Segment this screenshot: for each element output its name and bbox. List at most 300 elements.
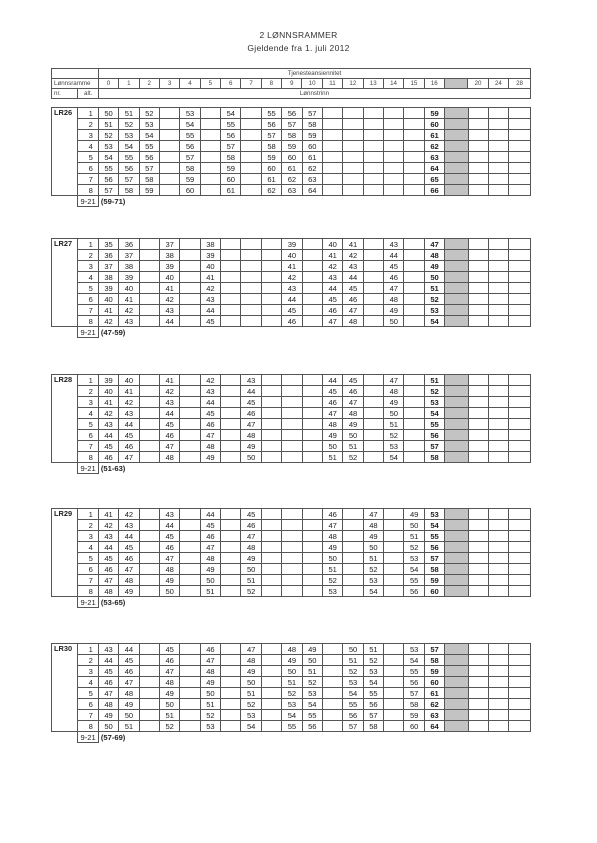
- salary-step-cell: 44: [200, 509, 220, 520]
- salary-step-cell: [282, 397, 302, 408]
- empty-cell: [489, 688, 509, 699]
- salary-step-cell: 47: [200, 430, 220, 441]
- salary-step-cell: [384, 119, 404, 130]
- salary-step-cell: [404, 430, 424, 441]
- salary-step-cell: [200, 141, 220, 152]
- salary-step-cell: 38: [159, 250, 179, 261]
- salary-step-cell: 51: [384, 419, 404, 430]
- salary-step-cell: [343, 163, 363, 174]
- empty-cell: [468, 375, 488, 386]
- salary-step-cell: [261, 542, 281, 553]
- range-row: [52, 196, 531, 207]
- salary-step-cell: 41: [159, 375, 179, 386]
- salary-step-cell: 50: [159, 699, 179, 710]
- table-row: [52, 305, 531, 316]
- salary-step-cell: 57: [221, 141, 241, 152]
- alt-number: 3: [78, 666, 98, 677]
- year-header: 10: [302, 79, 322, 89]
- salary-step-cell: [159, 185, 179, 196]
- shaded-cell: [445, 531, 468, 542]
- salary-step-cell: [261, 531, 281, 542]
- empty-cell: [509, 575, 531, 586]
- salary-step-cell: [302, 250, 322, 261]
- salary-step-cell: 48: [200, 666, 220, 677]
- salary-step-cell: 51: [424, 283, 444, 294]
- salary-step-cell: [404, 397, 424, 408]
- shaded-cell: [445, 250, 468, 261]
- salary-step-cell: 45: [343, 375, 363, 386]
- alt-number: 8: [78, 586, 98, 597]
- salary-step-cell: 57: [282, 119, 302, 130]
- salary-step-cell: [384, 185, 404, 196]
- empty-cell: [468, 666, 488, 677]
- salary-step-cell: [302, 531, 322, 542]
- salary-step-cell: 54: [302, 699, 322, 710]
- salary-step-cell: [139, 419, 159, 430]
- empty-cell: [509, 305, 531, 316]
- shaded-cell: [445, 452, 468, 463]
- salary-step-cell: 60: [424, 586, 444, 597]
- salary-step-cell: 50: [159, 586, 179, 597]
- salary-step-cell: [282, 375, 302, 386]
- frame-id: [52, 710, 78, 721]
- empty-cell: [509, 655, 531, 666]
- salary-step-cell: 43: [119, 316, 139, 327]
- empty-cell: [509, 688, 531, 699]
- salary-step-cell: [302, 397, 322, 408]
- table-row: [52, 185, 531, 196]
- salary-step-cell: 54: [139, 130, 159, 141]
- salary-step-cell: 55: [282, 721, 302, 732]
- year-header: 5: [200, 79, 220, 89]
- salary-step-cell: [404, 152, 424, 163]
- salary-step-cell: [322, 688, 342, 699]
- salary-step-cell: [261, 666, 281, 677]
- range-blank: [52, 196, 78, 207]
- empty-cell: [489, 119, 509, 130]
- empty-cell: [468, 520, 488, 531]
- table-row: [52, 586, 531, 597]
- salary-step-cell: 58: [119, 185, 139, 196]
- header-table: [51, 68, 531, 99]
- seniority-label: Tjenesteansiennitet: [98, 69, 530, 79]
- salary-step-cell: 48: [159, 677, 179, 688]
- salary-step-cell: [159, 130, 179, 141]
- shaded-cell: [445, 644, 468, 655]
- table-row: [52, 452, 531, 463]
- empty-cell: [468, 644, 488, 655]
- salary-step-cell: [221, 386, 241, 397]
- salary-step-cell: [221, 316, 241, 327]
- salary-step-cell: [363, 283, 383, 294]
- empty-cell: [509, 666, 531, 677]
- salary-step-cell: 47: [98, 688, 118, 699]
- salary-step-cell: 52: [363, 655, 383, 666]
- salary-step-cell: [261, 520, 281, 531]
- salary-step-cell: 42: [282, 272, 302, 283]
- salary-step-cell: [384, 655, 404, 666]
- salary-step-cell: 53: [98, 141, 118, 152]
- table-row: [52, 294, 531, 305]
- salary-step-cell: [241, 294, 261, 305]
- salary-step-cell: 48: [282, 644, 302, 655]
- salary-step-cell: 44: [241, 386, 261, 397]
- salary-step-cell: [363, 397, 383, 408]
- table-row: [52, 553, 531, 564]
- salary-step-cell: [180, 239, 200, 250]
- salary-step-cell: 65: [424, 174, 444, 185]
- salary-step-cell: [139, 710, 159, 721]
- empty-cell: [509, 509, 531, 520]
- salary-step-cell: 37: [98, 261, 118, 272]
- salary-step-cell: 40: [282, 250, 302, 261]
- salary-step-cell: 51: [241, 575, 261, 586]
- salary-step-cell: 54: [363, 677, 383, 688]
- salary-step-cell: [261, 452, 281, 463]
- frame-table-lr26: [51, 107, 531, 207]
- salary-step-cell: [282, 430, 302, 441]
- shaded-cell: [445, 721, 468, 732]
- table-row: [52, 644, 531, 655]
- salary-step-cell: [404, 283, 424, 294]
- salary-step-cell: [404, 408, 424, 419]
- year-header: 11: [322, 79, 342, 89]
- frame-id: LR27: [52, 239, 78, 250]
- salary-step-cell: 44: [322, 283, 342, 294]
- salary-step-cell: 57: [404, 688, 424, 699]
- salary-step-cell: [302, 509, 322, 520]
- salary-step-cell: 52: [119, 119, 139, 130]
- salary-step-cell: 46: [159, 542, 179, 553]
- table-row: [52, 509, 531, 520]
- empty-cell: [489, 174, 509, 185]
- salary-step-cell: [384, 677, 404, 688]
- empty-cell: [509, 130, 531, 141]
- salary-step-cell: 48: [98, 586, 118, 597]
- salary-step-cell: 54: [180, 119, 200, 130]
- salary-step-cell: [363, 174, 383, 185]
- salary-step-cell: 63: [424, 710, 444, 721]
- salary-step-cell: [302, 408, 322, 419]
- salary-step-cell: 43: [159, 305, 179, 316]
- salary-step-cell: 53: [424, 509, 444, 520]
- empty-cell: [509, 261, 531, 272]
- salary-step-cell: [302, 564, 322, 575]
- salary-step-cell: [404, 386, 424, 397]
- salary-step-cell: 55: [424, 419, 444, 430]
- frame-id: [52, 141, 78, 152]
- year-header: 16: [424, 79, 444, 89]
- salary-step-cell: 44: [159, 408, 179, 419]
- empty-cell: [468, 130, 488, 141]
- salary-step-cell: 59: [404, 710, 424, 721]
- salary-step-cell: 45: [98, 666, 118, 677]
- salary-step-cell: 60: [261, 163, 281, 174]
- range-blank: [52, 732, 78, 743]
- salary-step-cell: 58: [363, 721, 383, 732]
- salary-step-cell: 49: [343, 419, 363, 430]
- shaded-cell: [445, 677, 468, 688]
- empty-cell: [489, 699, 509, 710]
- salary-step-cell: [404, 130, 424, 141]
- frame-id: [52, 575, 78, 586]
- alt-number: 2: [78, 520, 98, 531]
- salary-step-cell: [180, 520, 200, 531]
- range-blank: [52, 597, 78, 608]
- salary-step-cell: 58: [404, 699, 424, 710]
- table-row: [52, 119, 531, 130]
- table-row: [52, 163, 531, 174]
- empty-cell: [509, 283, 531, 294]
- salary-step-cell: [404, 316, 424, 327]
- salary-step-cell: [384, 108, 404, 119]
- range-label: 9-21: [78, 196, 98, 207]
- salary-step-cell: 55: [363, 688, 383, 699]
- year-header: 4: [180, 79, 200, 89]
- salary-step-cell: [384, 699, 404, 710]
- salary-step-cell: [363, 272, 383, 283]
- salary-step-cell: 56: [404, 586, 424, 597]
- empty-cell: [489, 542, 509, 553]
- salary-step-cell: 57: [139, 163, 159, 174]
- salary-step-cell: 55: [119, 152, 139, 163]
- salary-step-cell: 58: [261, 141, 281, 152]
- empty-cell: [468, 239, 488, 250]
- salary-step-cell: 40: [159, 272, 179, 283]
- empty-cell: [489, 386, 509, 397]
- salary-step-cell: [363, 108, 383, 119]
- salary-step-cell: 62: [282, 174, 302, 185]
- salary-step-cell: 51: [343, 441, 363, 452]
- year-header: 1: [119, 79, 139, 89]
- alt-number: 7: [78, 305, 98, 316]
- salary-step-cell: 51: [200, 699, 220, 710]
- salary-step-cell: 48: [98, 699, 118, 710]
- salary-step-cell: [139, 375, 159, 386]
- lonnsramme-label: Lønnsramme: [52, 79, 99, 89]
- table-row: [52, 542, 531, 553]
- salary-step-cell: 49: [404, 509, 424, 520]
- salary-step-cell: [384, 542, 404, 553]
- salary-step-cell: 43: [119, 408, 139, 419]
- empty-cell: [509, 163, 531, 174]
- salary-step-cell: [139, 261, 159, 272]
- range-label: 9-21: [78, 463, 98, 474]
- alt-number: 3: [78, 261, 98, 272]
- salary-step-cell: 41: [343, 239, 363, 250]
- salary-step-cell: [180, 386, 200, 397]
- salary-step-cell: 40: [200, 261, 220, 272]
- salary-step-cell: 40: [119, 375, 139, 386]
- empty-cell: [468, 174, 488, 185]
- shaded-cell: [445, 430, 468, 441]
- salary-step-cell: [139, 283, 159, 294]
- salary-step-cell: [363, 141, 383, 152]
- year-header: 6: [221, 79, 241, 89]
- salary-step-cell: [302, 452, 322, 463]
- salary-step-cell: 50: [363, 542, 383, 553]
- salary-step-cell: 51: [98, 119, 118, 130]
- salary-step-cell: 62: [261, 185, 281, 196]
- empty-cell: [489, 261, 509, 272]
- salary-step-cell: 41: [282, 261, 302, 272]
- salary-step-cell: 48: [241, 542, 261, 553]
- frame-id: [52, 130, 78, 141]
- empty-cell: [468, 430, 488, 441]
- salary-step-cell: 39: [98, 283, 118, 294]
- frame-id: [52, 666, 78, 677]
- salary-step-cell: [322, 644, 342, 655]
- salary-step-cell: [180, 688, 200, 699]
- empty-cell: [468, 699, 488, 710]
- salary-step-cell: [241, 305, 261, 316]
- salary-step-cell: 46: [159, 655, 179, 666]
- salary-step-cell: [343, 108, 363, 119]
- salary-step-cell: [343, 586, 363, 597]
- table-row: [52, 386, 531, 397]
- frame-id: [52, 294, 78, 305]
- salary-step-cell: 48: [200, 441, 220, 452]
- salary-step-cell: 41: [98, 397, 118, 408]
- salary-step-cell: 46: [241, 408, 261, 419]
- salary-step-cell: 53: [241, 710, 261, 721]
- empty-cell: [489, 316, 509, 327]
- salary-step-cell: 47: [384, 375, 404, 386]
- salary-step-cell: [241, 174, 261, 185]
- salary-step-cell: 53: [424, 305, 444, 316]
- empty-cell: [509, 239, 531, 250]
- salary-step-cell: 61: [282, 163, 302, 174]
- salary-step-cell: 44: [343, 272, 363, 283]
- salary-step-cell: [180, 721, 200, 732]
- salary-step-cell: 47: [241, 644, 261, 655]
- salary-step-cell: [322, 721, 342, 732]
- salary-step-cell: [343, 152, 363, 163]
- alt-number: 8: [78, 185, 98, 196]
- salary-step-cell: [180, 677, 200, 688]
- salary-step-cell: [261, 283, 281, 294]
- salary-step-cell: [139, 688, 159, 699]
- salary-step-cell: 63: [302, 174, 322, 185]
- salary-step-cell: [261, 441, 281, 452]
- alt-number: 8: [78, 452, 98, 463]
- page-title: 2 LØNNSRAMMER: [259, 30, 338, 40]
- salary-step-cell: 50: [282, 666, 302, 677]
- empty-cell: [509, 375, 531, 386]
- empty-cell: [468, 163, 488, 174]
- empty-cell: [468, 688, 488, 699]
- salary-step-cell: [139, 520, 159, 531]
- salary-step-cell: 55: [343, 699, 363, 710]
- salary-step-cell: [302, 430, 322, 441]
- salary-step-cell: 52: [384, 430, 404, 441]
- salary-step-cell: 53: [404, 553, 424, 564]
- salary-step-cell: [404, 419, 424, 430]
- salary-step-cell: 51: [363, 644, 383, 655]
- salary-step-cell: [221, 250, 241, 261]
- salary-step-cell: 46: [98, 452, 118, 463]
- table-row: [52, 531, 531, 542]
- salary-step-cell: 44: [384, 250, 404, 261]
- salary-step-cell: [343, 520, 363, 531]
- table-row: [52, 283, 531, 294]
- salary-step-cell: 52: [343, 452, 363, 463]
- salary-step-cell: 43: [200, 294, 220, 305]
- table-row: [52, 375, 531, 386]
- salary-step-cell: [282, 564, 302, 575]
- salary-step-cell: [221, 553, 241, 564]
- salary-step-cell: 50: [322, 553, 342, 564]
- empty-cell: [468, 386, 488, 397]
- salary-step-cell: [180, 375, 200, 386]
- salary-step-cell: [139, 316, 159, 327]
- empty-cell: [509, 386, 531, 397]
- empty-cell: [509, 119, 531, 130]
- salary-step-cell: 54: [424, 316, 444, 327]
- salary-step-cell: [363, 185, 383, 196]
- table-row: [52, 108, 531, 119]
- year-header: 0: [98, 79, 118, 89]
- salary-step-cell: 47: [322, 408, 342, 419]
- salary-step-cell: [221, 688, 241, 699]
- range-value: (59-71): [98, 196, 159, 207]
- salary-step-cell: [302, 272, 322, 283]
- salary-step-cell: 51: [363, 553, 383, 564]
- salary-step-cell: [404, 452, 424, 463]
- salary-step-cell: 47: [322, 316, 342, 327]
- salary-step-cell: 42: [98, 408, 118, 419]
- salary-step-cell: 43: [159, 509, 179, 520]
- salary-step-cell: 54: [343, 688, 363, 699]
- salary-step-cell: 52: [282, 688, 302, 699]
- range-value: (53-65): [98, 597, 159, 608]
- range-blank: [52, 327, 78, 338]
- frame-id: [52, 250, 78, 261]
- salary-step-cell: [363, 261, 383, 272]
- salary-step-cell: 47: [424, 239, 444, 250]
- salary-step-cell: 64: [302, 185, 322, 196]
- salary-step-cell: [221, 575, 241, 586]
- salary-step-cell: [261, 677, 281, 688]
- alt-number: 6: [78, 163, 98, 174]
- salary-step-cell: 51: [424, 375, 444, 386]
- salary-step-cell: 56: [261, 119, 281, 130]
- salary-step-cell: 56: [221, 130, 241, 141]
- salary-step-cell: [322, 185, 342, 196]
- salary-step-cell: 56: [424, 430, 444, 441]
- salary-step-cell: [384, 141, 404, 152]
- salary-step-cell: 53: [343, 677, 363, 688]
- salary-step-cell: [384, 130, 404, 141]
- salary-step-cell: [241, 152, 261, 163]
- year-header: [444, 79, 467, 89]
- salary-step-cell: [261, 644, 281, 655]
- salary-step-cell: 55: [404, 575, 424, 586]
- salary-step-cell: [221, 655, 241, 666]
- frame-table-lr30: [51, 643, 531, 743]
- salary-step-cell: [322, 677, 342, 688]
- salary-step-cell: 43: [282, 283, 302, 294]
- salary-step-cell: 46: [322, 509, 342, 520]
- salary-step-cell: 56: [119, 163, 139, 174]
- salary-step-cell: 45: [241, 509, 261, 520]
- salary-step-cell: 63: [282, 185, 302, 196]
- salary-step-cell: 39: [200, 250, 220, 261]
- salary-step-cell: 48: [119, 575, 139, 586]
- shaded-cell: [445, 386, 468, 397]
- salary-step-cell: 43: [98, 531, 118, 542]
- alt-number: 5: [78, 553, 98, 564]
